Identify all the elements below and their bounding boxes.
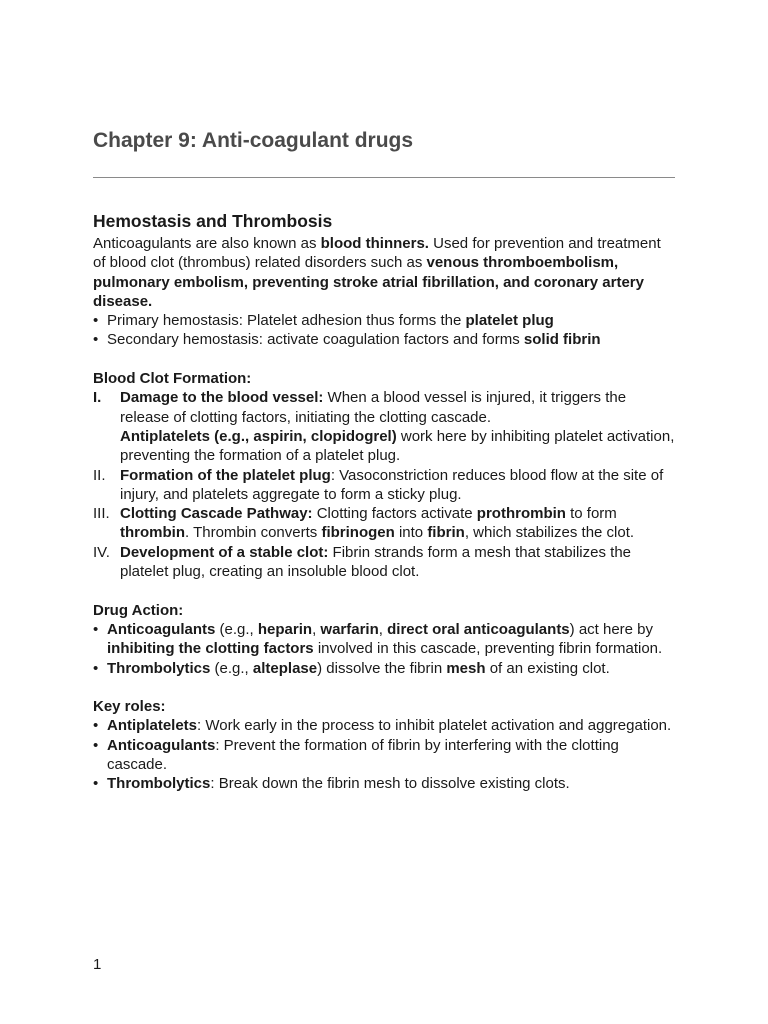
bold-text: Clotting Cascade Pathway:: [120, 505, 313, 523]
key-roles-list-item: [93, 774, 675, 793]
text-run: to form: [565, 505, 617, 523]
text-run: : Vasoconstriction reduces blood flow at the site of injury, and platelets aggregate to form a sticky plug.: [120, 466, 664, 503]
bold-text: warfarin: [320, 620, 379, 638]
drug-action-list: [93, 620, 675, 678]
bold-text: blood thinners.: [320, 235, 429, 252]
key-roles-list: [93, 716, 675, 793]
bold-text: Anticoagulants: [107, 736, 216, 754]
text-run: ) dissolve the fibrin: [317, 659, 447, 677]
text-run: Used for prevention and treatment of blood clot (thrombus) related disorders such as: [93, 235, 661, 272]
bold-text: fibrin: [427, 524, 465, 542]
bold-text: Antiplatelets: [107, 717, 198, 735]
bold-text: alteplase: [252, 659, 318, 677]
text-run: ,: [378, 620, 388, 638]
text-run: Anticoagulants are also known as: [93, 235, 321, 252]
document-body: [93, 210, 675, 794]
clot-formation-steps: [93, 388, 675, 581]
page-number: 1: [93, 956, 102, 973]
text-run: : Prevent the formation of fibrin by interfering with the clotting cascade.: [107, 736, 619, 774]
text-run: into: [394, 524, 428, 542]
text-run: of an existing clot.: [485, 659, 610, 677]
text-run: Clotting factors activate: [312, 505, 477, 523]
key-roles-list-item: [93, 716, 675, 735]
bold-text: Antiplatelets (e.g., aspirin, clopidogrel): [120, 427, 397, 445]
bold-text: Formation of the platelet plug: [120, 466, 331, 484]
clot-formation-step: [93, 504, 675, 543]
bold-text: heparin: [257, 620, 313, 638]
text-run: ,: [312, 620, 321, 638]
step-number: III.: [93, 505, 110, 523]
text-run: When a blood vessel is injured, it triggers the release of clotting factors, initiating the clotting cascade.: [120, 389, 627, 426]
section-heading: Hemostasis and Thrombosis: [93, 211, 333, 231]
bold-text: Development of a stable clot:: [120, 543, 329, 561]
bold-text: Damage to the blood vessel:: [120, 389, 324, 407]
drug-action-list-item: [93, 659, 675, 678]
bold-text: fibrinogen: [321, 524, 395, 542]
spacer: [93, 581, 675, 600]
bold-text: Anticoagulants: [107, 620, 216, 638]
text-run: . Thrombin converts: [185, 524, 322, 542]
bold-text: Thrombolytics: [107, 775, 211, 793]
chapter-title: Chapter 9: Anti-coagulant drugs: [93, 129, 414, 152]
clot-formation-step: [93, 543, 675, 582]
clot-formation-heading: Blood Clot Formation:: [93, 370, 252, 388]
hemostasis-list-item: [93, 311, 675, 330]
hemostasis-list-item: [93, 330, 675, 349]
key-roles-heading: Key roles:: [93, 698, 166, 716]
drug-action-heading: Drug Action:: [93, 601, 184, 619]
bold-text: solid fibrin: [523, 331, 601, 349]
text-run: Primary hemostasis: Platelet adhesion thus forms the: [107, 312, 466, 330]
text-run: work here by inhibiting platelet activation, preventing the formation of a platelet plug.: [120, 427, 675, 465]
bold-text: Thrombolytics: [107, 659, 211, 677]
text-run: (e.g.,: [215, 620, 258, 638]
drug-action-list-item: [93, 620, 675, 659]
text-run: Secondary hemostasis: activate coagulation factors and forms: [107, 331, 524, 349]
clot-formation-step: [93, 388, 675, 465]
bold-text: direct oral anticoagulants: [387, 620, 570, 638]
spacer: [93, 678, 675, 697]
bold-text: thrombin: [120, 524, 185, 542]
text-run: : Break down the fibrin mesh to dissolve existing clots.: [210, 775, 570, 793]
text-run: involved in this cascade, preventing fibrin formation.: [313, 640, 663, 658]
bold-text: inhibiting the clotting factors: [107, 640, 314, 658]
spacer: [93, 350, 675, 369]
clot-formation-step: [93, 466, 675, 505]
title-divider: [93, 177, 675, 178]
bold-text: platelet plug: [465, 312, 554, 330]
text-run: ) act here by: [569, 620, 654, 638]
step-number: II.: [93, 466, 106, 484]
text-run: : Work early in the process to inhibit platelet activation and aggregation.: [197, 717, 672, 735]
text-run: Fibrin strands form a mesh that stabilizes the platelet plug, creating an insoluble blood clot.: [120, 543, 631, 581]
bold-text: prothrombin: [476, 505, 566, 523]
step-note: [120, 427, 675, 466]
hemostasis-list: [93, 311, 675, 350]
bold-text: venous thromboembolism, pulmonary embolism, preventing stroke atrial fibrillation, and coronary artery disease.: [93, 254, 644, 310]
step-number: IV.: [93, 543, 110, 561]
text-run: (e.g.,: [210, 659, 253, 677]
intro-paragraph: [93, 234, 675, 311]
bold-text: mesh: [446, 659, 486, 677]
key-roles-list-item: [93, 736, 675, 775]
step-number: I.: [93, 389, 102, 407]
text-run: , which stabilizes the clot.: [464, 524, 635, 542]
